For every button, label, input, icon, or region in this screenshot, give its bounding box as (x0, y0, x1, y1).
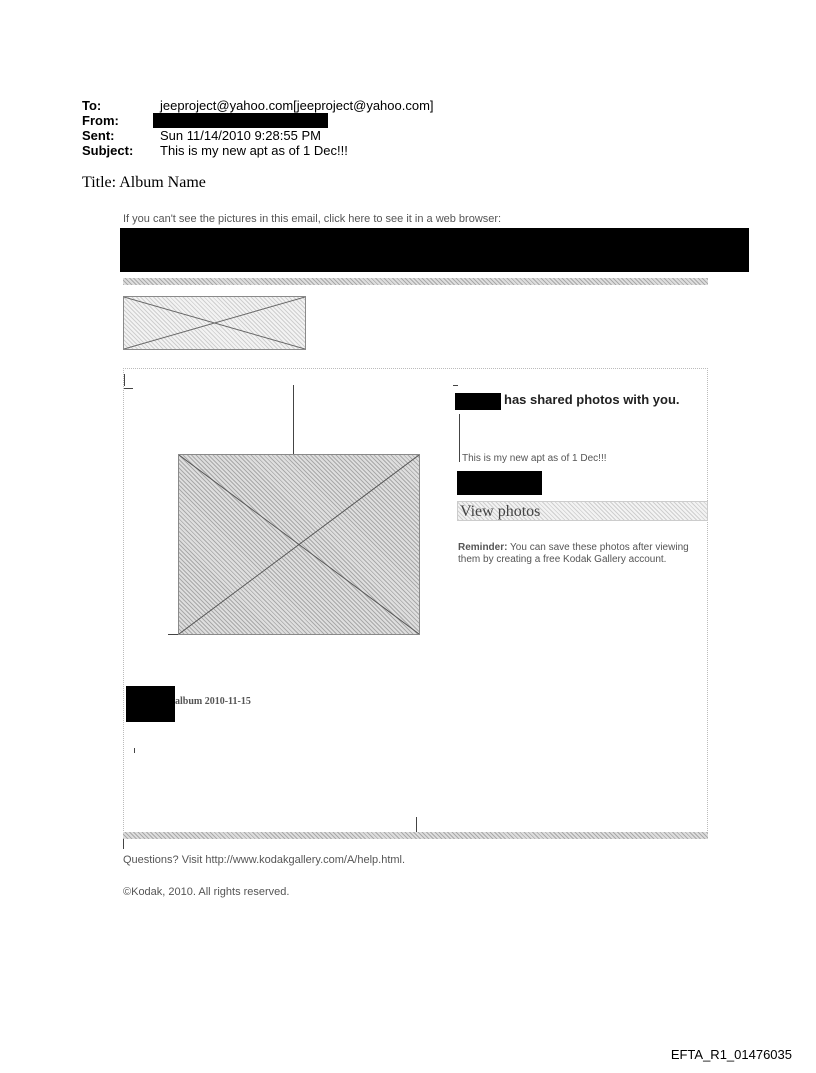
sent-label: Sent: (82, 128, 115, 143)
album-caption: album 2010-11-15 (175, 696, 251, 707)
sharer-name-redaction (455, 393, 501, 410)
document-id: EFTA_R1_01476035 (670, 1047, 792, 1062)
subject-label: Subject: (82, 143, 134, 158)
to-value: jeeproject@yahoo.com[jeeproject@yahoo.com] (160, 98, 434, 113)
from-label: From: (82, 113, 119, 128)
owner-name-redaction (126, 686, 175, 722)
reminder-body: You can save these photos after viewing them by creating a free Kodak Gallery account. (458, 542, 689, 565)
shared-heading: has shared photos with you. (504, 392, 680, 407)
browser-notice-link[interactable]: If you can't see the pictures in this email, click here to see it in a web browser: (123, 213, 502, 225)
bottom-divider-bar (123, 832, 708, 839)
message-redaction (457, 471, 542, 495)
to-label: To: (82, 98, 102, 113)
mark-line (453, 385, 458, 386)
mark-line (416, 817, 417, 832)
share-message: This is my new apt as of 1 Dec!!! (462, 453, 607, 464)
view-photos-label: View photos (460, 503, 541, 520)
from-redaction (153, 113, 328, 128)
subject-value: This is my new apt as of 1 Dec!!! (160, 143, 348, 158)
top-divider-bar (123, 278, 708, 285)
mark-line (124, 388, 133, 389)
view-photos-button[interactable] (457, 501, 708, 521)
reminder-label: Reminder: (458, 542, 508, 553)
sent-value: Sun 11/14/2010 9:28:55 PM (160, 128, 321, 143)
mark-line (293, 385, 294, 455)
copyright-text: ©Kodak, 2010. All rights reserved. (123, 886, 290, 898)
mark-line (124, 374, 125, 386)
banner-redaction (120, 228, 749, 272)
reminder-text (458, 542, 703, 566)
logo-image-placeholder (123, 296, 306, 350)
mark-line (459, 414, 460, 462)
mark-line (134, 748, 135, 753)
photo-image-placeholder[interactable] (178, 454, 420, 635)
album-title: Title: Album Name (82, 174, 206, 191)
help-link[interactable]: Questions? Visit http://www.kodakgallery.com/A/help.html. (123, 854, 406, 866)
